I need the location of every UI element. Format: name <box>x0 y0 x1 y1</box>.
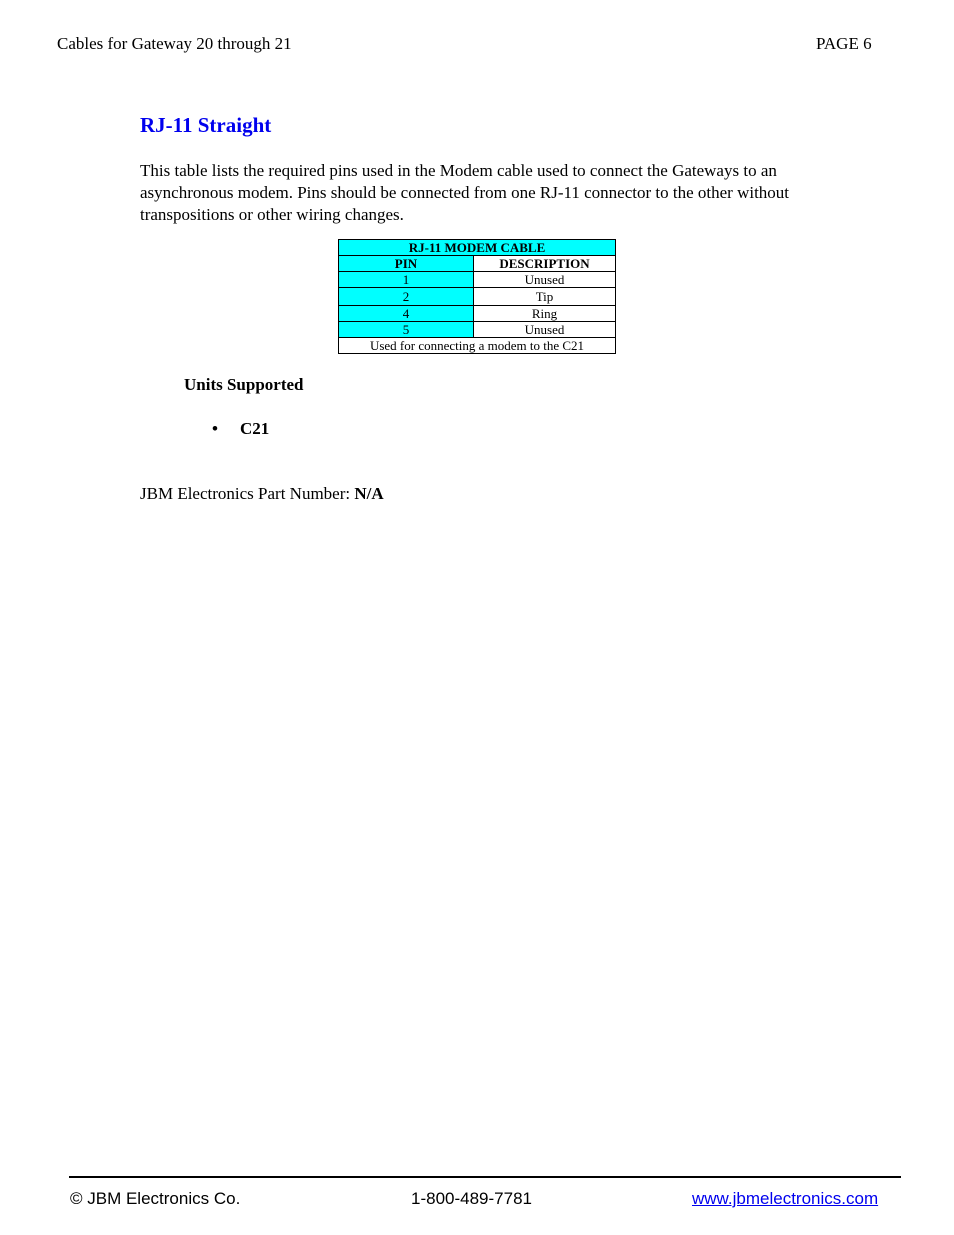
page-number: PAGE 6 <box>816 34 872 53</box>
table-header-pin: PIN <box>339 256 474 272</box>
intro-paragraph: This table lists the required pins used in the Modem cable used to connect the Gateways to an asynchronous modem. Pins should be connected from one RJ-11 connector to the other without transpositions or other wiring changes. <box>140 161 790 224</box>
pin-cell: 5 <box>339 322 474 338</box>
part-number <box>140 484 384 504</box>
footer-website-link[interactable]: www.jbmelectronics.com <box>692 1189 879 1208</box>
rj11-pin-table <box>338 239 616 354</box>
table-title: RJ-11 MODEM CABLE <box>339 240 616 256</box>
list-item <box>212 419 269 439</box>
table-footnote: Used for connecting a modem to the C21 <box>339 338 616 354</box>
description-cell: Tip <box>474 288 616 306</box>
section-title: RJ-11 Straight <box>140 113 272 137</box>
description-cell: Ring <box>474 306 616 322</box>
footer-copyright: © JBM Electronics Co. <box>70 1189 241 1208</box>
units-list <box>212 419 269 439</box>
table-row <box>339 322 616 338</box>
pin-cell: 1 <box>339 272 474 288</box>
table-row <box>339 288 616 306</box>
page-header-title: Cables for Gateway 20 through 21 <box>57 34 292 53</box>
footer-divider <box>69 1176 901 1178</box>
table-row <box>339 272 616 288</box>
footer-phone: 1-800-489-7781 <box>411 1189 532 1208</box>
description-cell: Unused <box>474 272 616 288</box>
part-number-value: N/A <box>354 484 384 503</box>
pin-cell: 4 <box>339 306 474 322</box>
table-header-description: DESCRIPTION <box>474 256 616 272</box>
description-cell: Unused <box>474 322 616 338</box>
bullet-icon: • <box>212 419 218 438</box>
part-number-label: JBM Electronics Part Number: <box>140 484 355 503</box>
unit-label: C21 <box>240 419 270 438</box>
table-row <box>339 306 616 322</box>
pin-cell: 2 <box>339 288 474 306</box>
units-supported-heading: Units Supported <box>184 375 304 394</box>
